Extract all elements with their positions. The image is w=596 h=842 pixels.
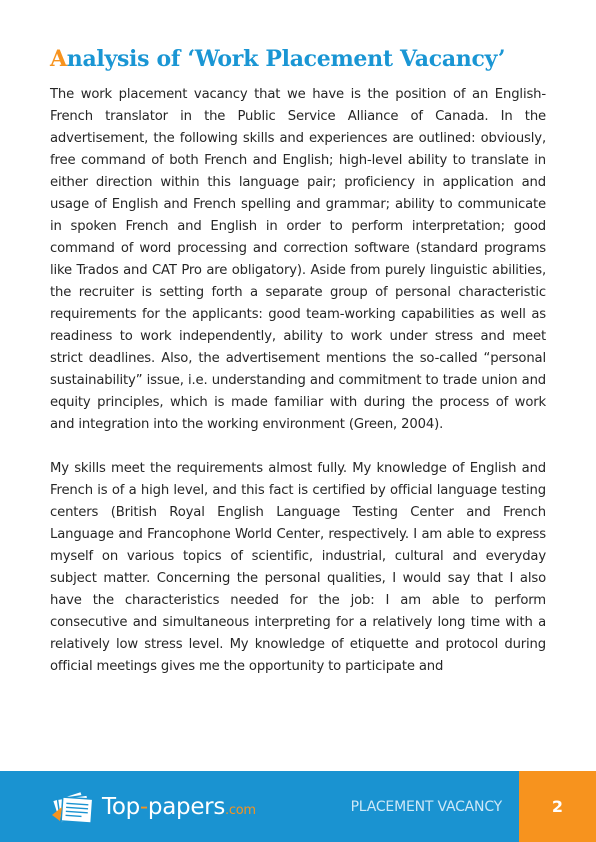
logo-suffix: .com [225,803,256,818]
page-title [50,44,550,74]
logo-wordmark [102,793,256,825]
title-first-letter: A [50,46,67,72]
footer-section-label: PLACEMENT VACANCY [350,799,502,815]
page-number: 2 [519,771,596,842]
body-text [50,84,546,700]
logo-dash: - [139,794,148,820]
paragraph-1: The work placement vacancy that we have is the position of an English-French translator in the Public Service Alliance of Canada. In the advertisement, the following skills and experiences are outlined: obviously, free command of both French and English; high-level ability to translate in either direction within this language pair; proficiency in application and usage of English and French spelling and grammar; ability to communicate in spoken French and English in order to perform interpretation; good command of word processing and correction software (standard programs like Trados and CAT Pro are obligatory). Aside from purely linguistic abilities, the recruiter is setting forth a separate group of personal characteristic requirements for the applicants: good team-working capabilities as well as readiness to work independently, ability to work under stress and meet strict deadlines. Also, the advertisement mentions the so-called “personal sustainability” issue, i.e. understanding and commitment to trade union and equity principles, which is made familiar with during the process of work and integration into the working environment (Green, 2004). [50,87,546,432]
logo-second: papers [147,794,226,820]
stacked-papers-icon [48,785,102,829]
page-footer [0,771,596,842]
logo-main: Top [102,794,140,820]
title-rest: nalysis of ‘Work Placement Vacancy’ [66,46,506,72]
brand-logo [48,785,278,829]
paragraph-2: My skills meet the requirements almost fully. My knowledge of English and French is of a high level, and this fact is certified by official language testing centers (British Royal English Language Testing Center and French Language and Francophone World Center, respectively. I am able to express myself on various topics of scientific, industrial, cultural and everyday subject matter. Concerning the personal qualities, I would say that I also have the characteristics needed for the job: I am able to perform consecutive and simultaneous interpreting for a relatively long time with a relatively low stress level. My knowledge of etiquette and protocol during official meetings gives me the opportunity to participate and [50,461,546,674]
